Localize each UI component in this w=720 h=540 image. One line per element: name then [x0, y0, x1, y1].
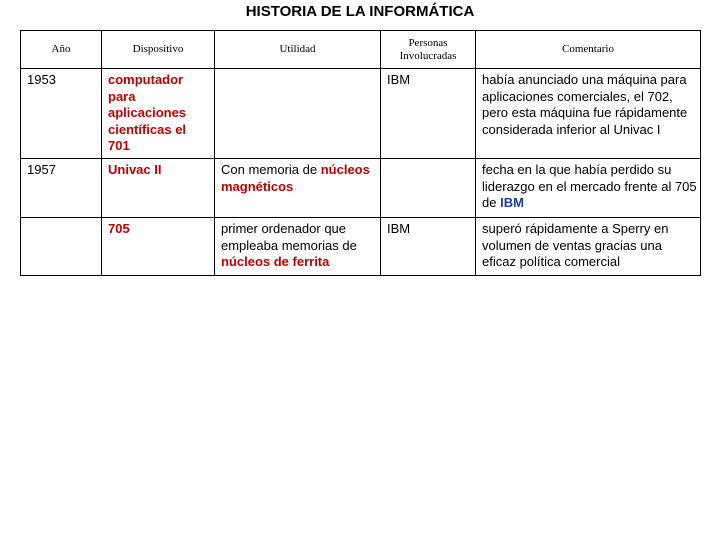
utility-text: Con memoria de [221, 162, 321, 177]
header-device: Dispositivo [102, 31, 215, 69]
utility-highlight: núcleos de ferrita [221, 254, 330, 269]
comment-highlight: IBM [500, 195, 524, 210]
year-cell: 1953 [21, 69, 102, 159]
year-cell [21, 218, 102, 276]
utility-text: primer ordenador que empleaba memorias de [221, 221, 357, 253]
utility-cell [215, 69, 381, 159]
people-cell: IBM [381, 218, 476, 276]
device-cell: 705 [102, 218, 215, 276]
utility-cell [215, 218, 381, 276]
table-row [21, 159, 701, 218]
comment-text: fecha en la que había perdido su liderazgo en el mercado frente al 705 de [482, 162, 697, 210]
table-row [21, 69, 701, 159]
comment-cell: superó rápidamente a Sperry en volumen de ventas gracias una eficaz política comercial [476, 218, 701, 276]
page-title: HISTORIA DE LA INFORMÁTICA [245, 3, 475, 20]
utility-cell [215, 159, 381, 218]
header-year: Año [21, 31, 102, 69]
comment-cell: había anunciado una máquina para aplicaciones comerciales, el 702, pero esta máquina fue rápidamente considerada inferior al Univac I [476, 69, 701, 159]
table-row [21, 218, 701, 276]
table-header-row [21, 31, 701, 69]
header-utility: Utilidad [215, 31, 381, 69]
utility-highlight: núcleos magnéticos [221, 162, 370, 194]
header-people: Personas Involucradas [381, 31, 476, 69]
device-cell: Univac II [102, 159, 215, 218]
device-cell: computador para aplicaciones científicas el 701 [102, 69, 215, 159]
history-table [20, 30, 701, 276]
comment-cell [476, 159, 701, 218]
people-cell [381, 159, 476, 218]
header-comment: Comentario [476, 31, 701, 69]
year-cell: 1957 [21, 159, 102, 218]
people-cell: IBM [381, 69, 476, 159]
